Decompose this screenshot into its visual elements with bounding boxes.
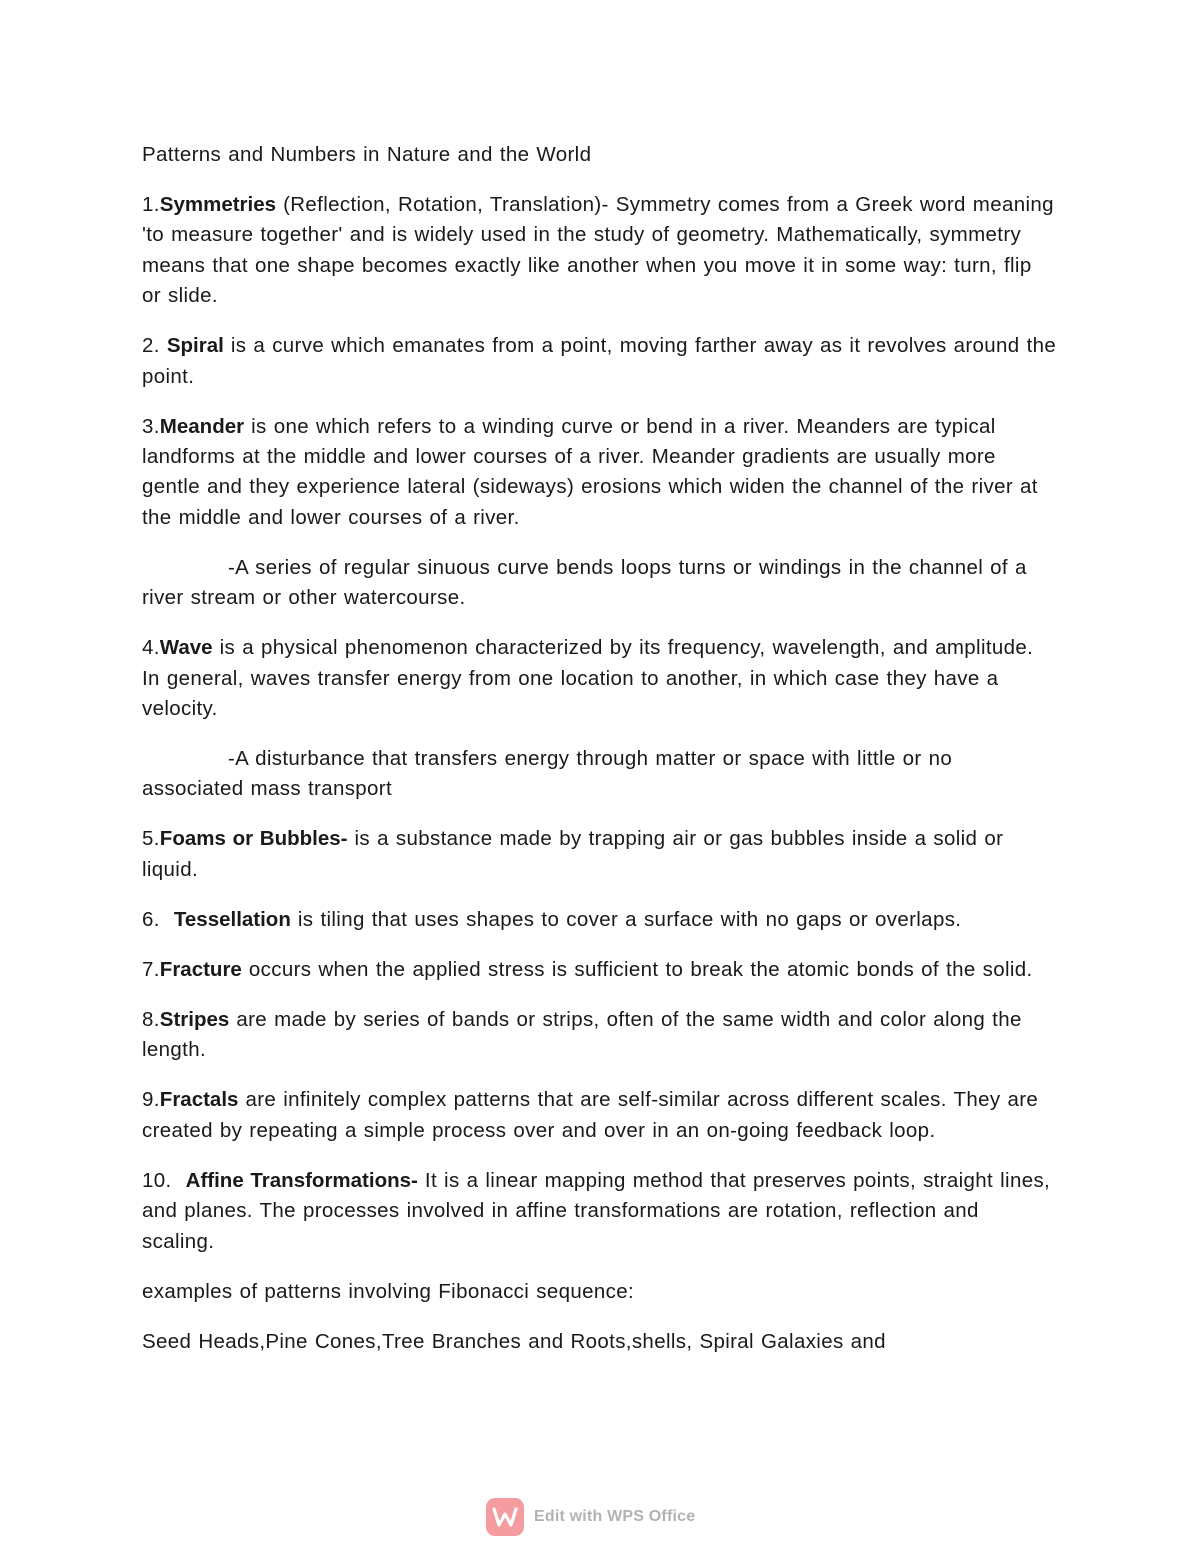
item-tessellation bbox=[142, 905, 1057, 935]
item-number: 2. bbox=[142, 334, 167, 358]
item-number: 3. bbox=[142, 414, 160, 438]
meander-note: -A series of regular sinuous curve bends loops turns or windings in the channel of a river stream or other watercourse. bbox=[142, 555, 1027, 610]
item-number: 8. bbox=[142, 1007, 160, 1031]
item-affine bbox=[142, 1166, 1057, 1257]
wps-watermark[interactable] bbox=[486, 1497, 695, 1537]
item-wave bbox=[142, 633, 1057, 724]
wps-logo-icon bbox=[486, 1498, 524, 1536]
item-number: 1. bbox=[142, 193, 160, 216]
item-text: is tiling that uses shapes to cover a surface with no gaps or overlaps. bbox=[290, 907, 962, 931]
item-number: 9. bbox=[142, 1088, 160, 1112]
item-term: Wave bbox=[159, 636, 213, 660]
item-stripes bbox=[142, 1005, 1057, 1066]
item-fracture bbox=[142, 955, 1057, 985]
item-text: is a substance made by trapping air or gas bubbles inside a solid or liquid. bbox=[142, 827, 1004, 881]
item-symmetries bbox=[142, 190, 1057, 312]
fibonacci-heading: examples of patterns involving Fibonacci sequence: bbox=[142, 1279, 634, 1303]
item-foams bbox=[142, 824, 1057, 885]
document-title: Patterns and Numbers in Nature and the World bbox=[142, 143, 592, 166]
item-term: Spiral bbox=[166, 334, 224, 358]
item-number: 4. bbox=[142, 636, 160, 660]
wps-label: Edit with WPS Office bbox=[534, 1508, 696, 1525]
item-text: is a physical phenomenon characterized by its frequency, wavelength, and amplitude. In general, waves transfer energy from one location to another, in which case they have a velocity. bbox=[142, 636, 1034, 721]
item-term: Foams or Bubbles- bbox=[159, 827, 348, 851]
item-spiral bbox=[142, 331, 1057, 392]
item-text: are made by series of bands or strips, often of the same width and color along the length. bbox=[142, 1007, 1022, 1062]
item-text: It is a linear mapping method that preserves points, straight lines, and planes. The processes involved in affine transformations are rotation, reflection and scaling. bbox=[142, 1168, 1058, 1253]
item-number: 5. bbox=[142, 827, 160, 851]
item-number: 7. bbox=[142, 957, 160, 981]
item-term: Fracture bbox=[159, 957, 242, 981]
wps-w-icon bbox=[492, 1506, 518, 1528]
item-text: (Reflection, Rotation, Translation)- Symmetry comes from a Greek word meaning 'to measure together' and is widely used in the study of geometry. Mathematically, symmetry means that one shape becomes exactly like another when you move it in some way: turn, flip or slide. bbox=[142, 193, 1054, 308]
item-text: occurs when the applied stress is sufficient to break the atomic bonds of the solid. bbox=[241, 957, 1033, 981]
item-number: 10. bbox=[142, 1168, 186, 1192]
item-term: Affine Transformations- bbox=[185, 1168, 418, 1192]
item-text: are infinitely complex patterns that are self-similar across different scales. They are created by repeating a simple process over and over in an on-going feedback loop. bbox=[142, 1088, 1039, 1142]
item-text: is a curve which emanates from a point, moving farther away as it revolves around the point. bbox=[142, 334, 1057, 388]
wave-note: -A disturbance that transfers energy through matter or space with little or no associated mass transport bbox=[142, 747, 953, 801]
document-page bbox=[142, 140, 1057, 1377]
item-number: 6. bbox=[142, 907, 174, 931]
item-fractals bbox=[142, 1085, 1057, 1146]
item-meander bbox=[142, 412, 1057, 534]
fibonacci-examples: Seed Heads,Pine Cones,Tree Branches and Roots,shells, Spiral Galaxies and bbox=[142, 1329, 886, 1353]
item-term: Stripes bbox=[159, 1007, 230, 1031]
item-term: Tessellation bbox=[173, 907, 291, 931]
item-text: is one which refers to a winding curve or bend in a river. Meanders are typical landforms at the middle and lower courses of a river. Meander gradients are usually more gentle and they experience lateral (sideways) erosions which widen the channel of the river at the middle and lower courses of a river. bbox=[142, 414, 1038, 529]
item-term: Meander bbox=[159, 414, 245, 438]
item-term: Fractals bbox=[159, 1088, 239, 1112]
item-term: Symmetries bbox=[159, 193, 277, 216]
